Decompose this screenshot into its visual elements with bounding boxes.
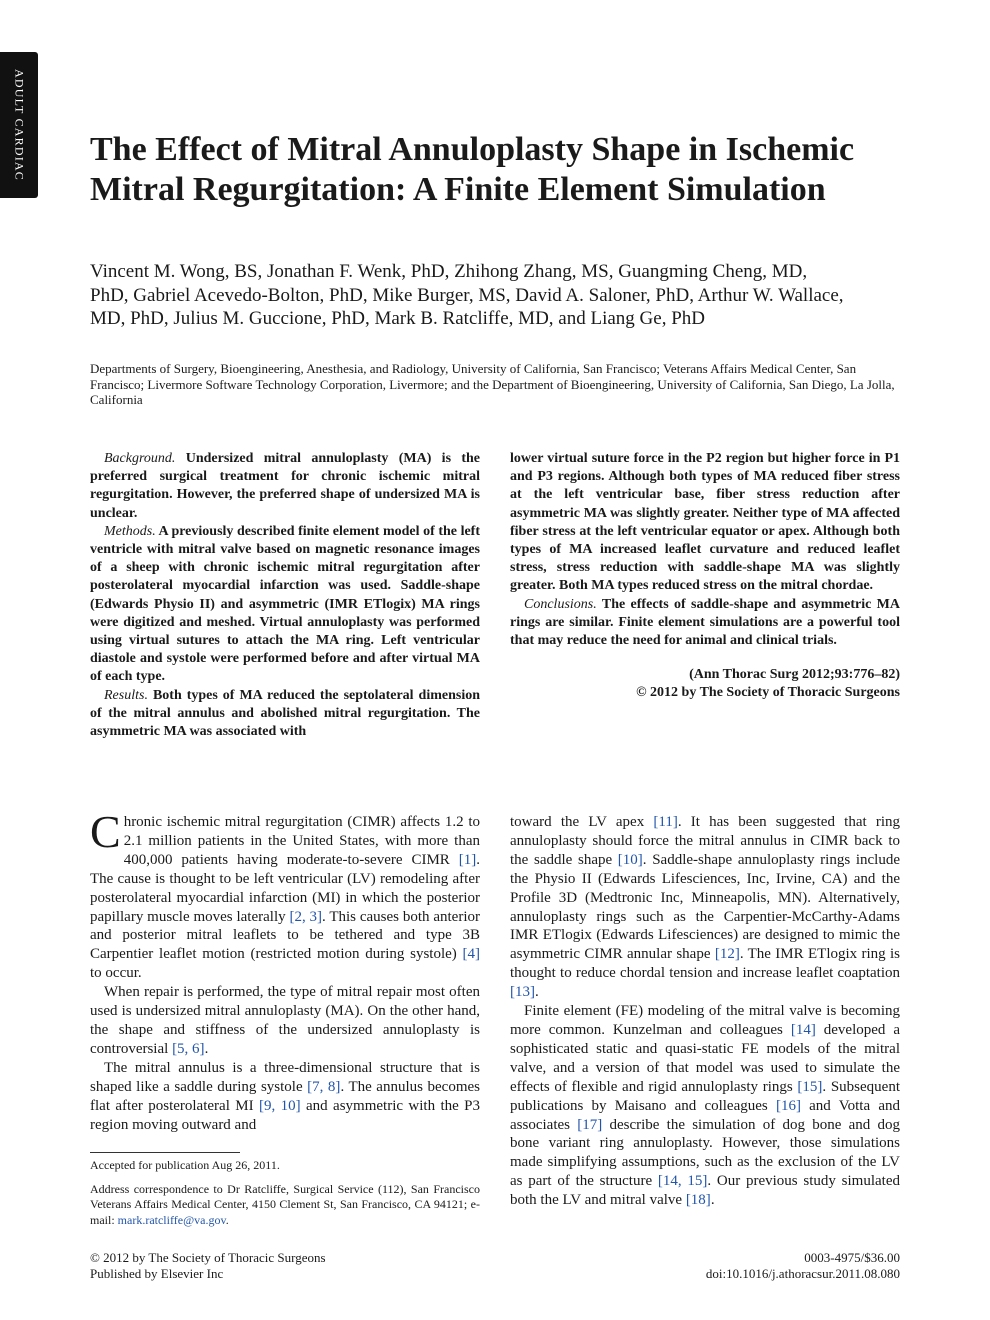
conclusions-label: Conclusions. xyxy=(524,596,597,612)
methods-label: Methods. xyxy=(104,523,156,539)
reference-link[interactable]: [9, 10] xyxy=(258,1097,301,1114)
affiliations: Departments of Surgery, Bioengineering, Anesthesia, and Radiology, University of California, San Francisco; Veterans Affairs Medical Center, San Francisco; Livermore Software Technology Corporation, Livermore; and the Department of Bioengineering, University of California, San Diego, La Jolla, California xyxy=(90,361,895,407)
text-run: toward the LV apex xyxy=(510,814,654,830)
reference-link[interactable]: [1] xyxy=(458,851,477,868)
text-run: Finite element (FE) modeling of the mitral valve is becoming more common. Kunzelman and colleagues xyxy=(510,1003,900,1038)
text-run: to occur. xyxy=(90,965,142,982)
background-label: Background. xyxy=(104,451,176,466)
text-run: . xyxy=(225,1212,229,1227)
text-run: When repair is performed, the type of mitral repair most often used is undersized mitral annuloplasty (MA). On the other hand, the shape and stiffness of the undersized annuloplasty is controversial xyxy=(90,984,480,1057)
results-label: Results. xyxy=(104,687,148,703)
footer-publisher: Published by Elsevier Inc xyxy=(90,1265,224,1281)
section-tab-label: ADULT CARDIAC xyxy=(12,69,27,181)
abstract-right-column xyxy=(510,450,900,703)
text-run: and asymmetric with the P3 region moving outward and xyxy=(90,1097,481,1133)
text-run: Address correspondence to Dr Ratcliffe, Surgical Service (112), San Francisco Veterans Affairs Medical Center, 4150 Clement St, San Francisco, CA 94121; e-mail: xyxy=(90,1181,480,1227)
section-tab xyxy=(0,52,38,198)
text-run: . xyxy=(710,1192,715,1209)
text-run: . It has been suggested that ring annuloplasty should force the mitral annulus in CIMR back to the saddle shape xyxy=(510,814,900,868)
body-left-column xyxy=(90,806,481,1134)
methods-text: A previously described finite element model of the left ventricle with mitral valve based on magnetic resonance images of a sheep with chronic ischemic mitral regurgitation after posterolateral myocardial infarction was used. Saddle-shape (Edwards Physio II) and asymmetric (IMR ETlogix) MA rings were digitized and meshed. Virtual annuloplasty was performed using virtual sutures to attach the MA ring. Left ventricular diastole and systole were performed before and after virtual MA of each type. xyxy=(90,523,480,685)
abstract-methods xyxy=(90,523,480,687)
text-run: . The annulus becomes flat after posterolateral MI xyxy=(90,1078,480,1114)
body-paragraph xyxy=(90,1059,480,1135)
reference-link[interactable]: [4] xyxy=(462,946,480,963)
drop-cap: C xyxy=(90,806,121,857)
text-run: The mitral annulus is a three-dimensional structure that is shaped like a saddle during systole xyxy=(90,1059,480,1095)
reference-link[interactable]: [17] xyxy=(577,1116,603,1133)
reference-link[interactable]: [5, 6] xyxy=(172,1040,205,1057)
body-right-column xyxy=(510,813,900,1210)
article-title: The Effect of Mitral Annuloplasty Shape in Ischemic Mitral Regurgitation: A Finite Element Simulation xyxy=(90,131,855,208)
results-text-b: lower virtual suture force in the P2 region but higher force in P1 and P3 regions. Although both types of MA reduced fiber stress at the left ventricular base, fiber stress reduction after asymmetric MA was slightly greater. Neither type of MA affected fiber stress at the left ventricular equator or apex. Although both types of MA increased leaflet curvature and reduced leaflet stress, stress reduction with saddle-shape MA was slightly greater. Both MA types reduced stress on the mitral chordae. xyxy=(510,451,900,594)
reference-link[interactable]: [2, 3] xyxy=(289,908,323,925)
text-run: . Subsequent publications by Maisano and colleagues xyxy=(510,1078,900,1114)
background-text: Undersized mitral annuloplasty (MA) is the preferred surgical treatment for chronic ischemic mitral regurgitation. However, the preferred shape of undersized MA is unclear. xyxy=(90,451,481,521)
abstract-copyright: © 2012 by The Society of Thoracic Surgeons xyxy=(636,685,900,701)
body-paragraph xyxy=(510,813,900,1002)
footer-left xyxy=(90,1250,326,1281)
text-run: hronic ischemic mitral regurgitation (CIMR) affects 1.2 to 2.1 million patients in the United States, with more than 400,000 patients having moderate-to-severe CIMR xyxy=(123,814,480,868)
abstract-left-column xyxy=(90,450,480,741)
footer-copyright: © 2012 by The Society of Thoracic Surgeons xyxy=(90,1250,326,1265)
footnote-divider xyxy=(90,1152,240,1153)
author-list: Vincent M. Wong, BS, Jonathan F. Wenk, PhD, Zhihong Zhang, MS, Guangming Cheng, MD, PhD, Gabriel Acevedo-Bolton, PhD, Mike Burger, MS, David A. Saloner, PhD, Arthur W. Wallace, MD, PhD, Julius M. Guccione, PhD, Mark B. Ratcliffe, MD, and Liang Ge, PhD xyxy=(90,261,844,329)
accepted-note: Accepted for publication Aug 26, 2011. xyxy=(90,1158,280,1172)
reference-link[interactable]: [18] xyxy=(685,1192,711,1209)
text-run: developed a sophisticated static and quasi-static FE models of the mitral valve, and a version of that model was used to simulate the effects of flexible and rigid annuloplasty rings xyxy=(510,1021,900,1095)
body-paragraph xyxy=(510,1002,900,1210)
reference-link[interactable]: [16] xyxy=(775,1097,801,1114)
reference-link[interactable]: [15] xyxy=(797,1078,823,1095)
text-run: . Our previous study simulated both the LV and mitral valve xyxy=(510,1173,900,1209)
text-run: and Votta and associates xyxy=(510,1097,900,1133)
text-run: . The IMR ETlogix ring is thought to reduce chordal tension and increase leaflet coaptation xyxy=(510,946,901,982)
reference-link[interactable]: [14, 15] xyxy=(657,1173,708,1190)
text-run: . The cause is thought to be left ventricular (LV) remodeling after posterolateral myocardial infarction (MI) in which the posterior papillary muscle moves laterally xyxy=(90,851,480,925)
footer-issn: 0003-4975/$36.00 xyxy=(804,1250,900,1265)
journal-citation: (Ann Thorac Surg 2012;93:776–82) xyxy=(689,667,900,683)
correspondence-note xyxy=(90,1182,480,1229)
abstract-results-continued xyxy=(510,450,900,596)
abstract-background xyxy=(90,450,480,523)
reference-link[interactable]: [7, 8] xyxy=(307,1078,341,1095)
results-text-a: Both types of MA reduced the septolateral dimension of the mitral annulus and abolished mitral regurgitation. The asymmetric MA was associated with xyxy=(90,687,480,740)
text-run: . xyxy=(535,984,539,1001)
text-run: describe the simulation of dog bone and dog bone variant ring annuloplasty. However, those simulations made simplifying assumptions, such as the exclusion of the LV as part of the structure xyxy=(510,1116,900,1190)
reference-link[interactable]: [11] xyxy=(653,814,678,830)
email-link[interactable]: mark.ratcliffe@va.gov xyxy=(117,1212,226,1227)
body-paragraph xyxy=(90,983,480,1059)
footer-doi: doi:10.1016/j.athoracsur.2011.08.080 xyxy=(705,1265,900,1281)
body-paragraph xyxy=(90,806,480,983)
footer-right xyxy=(706,1250,900,1281)
text-run: . xyxy=(204,1040,209,1057)
abstract-results xyxy=(90,687,480,742)
footnotes xyxy=(90,1158,480,1236)
text-run: . Saddle-shape annuloplasty rings include the Physio II (Edwards Lifesciences, Inc, Irvine, CA) and the Profile 3D (Medtronic Inc, Minneapolis, MN). Alternatively, annuloplasty rings such as the Carpentier-McCarthy-Adams IMR ETlogix (Edwards Lifesciences) are designed to mimic the asymmetric CIMR annular shape xyxy=(510,851,900,963)
reference-link[interactable]: [14] xyxy=(790,1021,816,1038)
conclusions-text: The effects of saddle-shape and asymmetric MA rings are similar. Finite element simulations are a powerful tool that may reduce the need for animal and clinical trials. xyxy=(510,596,901,649)
reference-link[interactable]: [10] xyxy=(617,851,643,868)
reference-link[interactable]: [12] xyxy=(714,946,740,963)
text-run: . This causes both anterior and posterior mitral leaflets to be tethered and type 3B Carpentier leaflet motion (restricted motion during systole) xyxy=(90,908,480,963)
abstract-conclusions xyxy=(510,596,900,651)
reference-link[interactable]: [13] xyxy=(510,984,535,1001)
